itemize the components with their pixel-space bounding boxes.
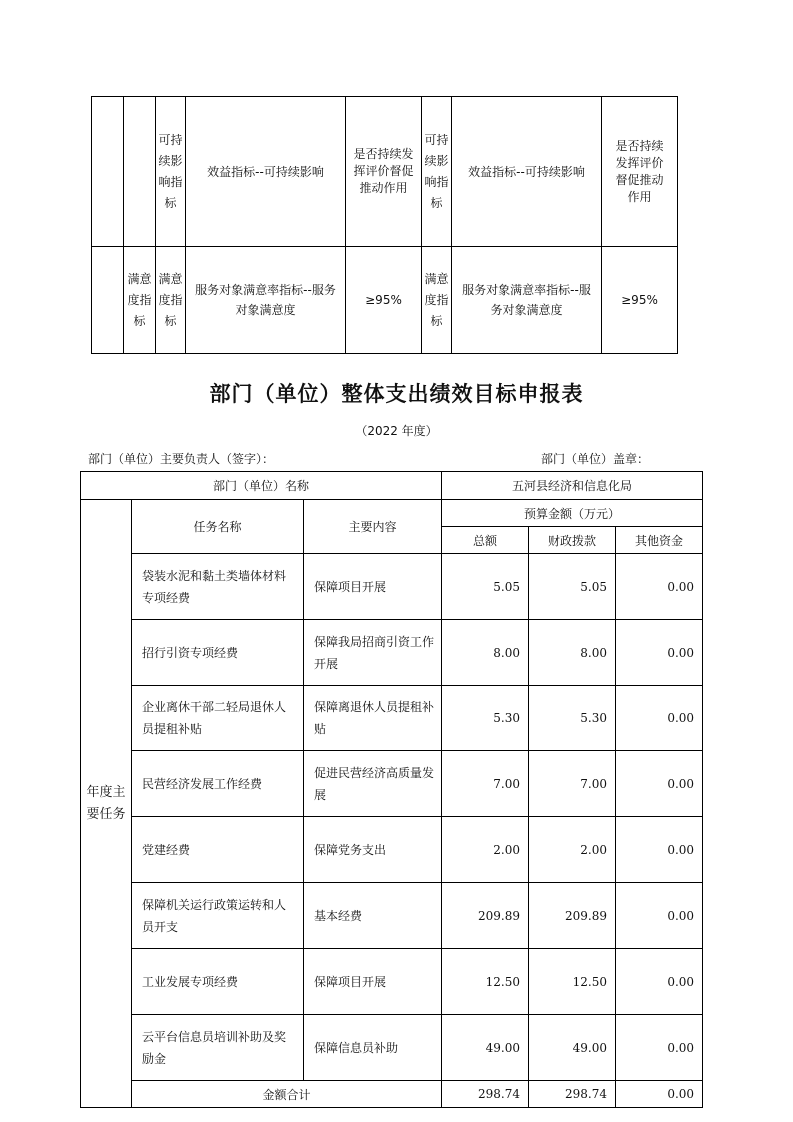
metric-cell-right: 效益指标--可持续影响 — [452, 97, 602, 247]
sum-total: 298.74 — [442, 1081, 529, 1108]
other-cell: 0.00 — [616, 817, 703, 883]
fiscal-cell: 2.00 — [529, 817, 616, 883]
table-row — [81, 751, 703, 817]
total-cell: 12.50 — [442, 949, 529, 1015]
table-row — [81, 949, 703, 1015]
task-name-cell: 党建经费 — [132, 817, 304, 883]
sum-fiscal: 298.74 — [529, 1081, 616, 1108]
year-label: （2022 年度） — [355, 424, 438, 438]
target-cell-right: 是否持续发挥评价督促推动作用 — [602, 97, 678, 247]
sum-label: 金额合计 — [132, 1081, 442, 1108]
other-cell: 0.00 — [616, 686, 703, 751]
level2-cell-right: 可持续影响指标 — [422, 97, 452, 247]
table-row — [81, 817, 703, 883]
table-row — [81, 554, 703, 620]
task-name-cell: 袋装水泥和黏土类墙体材料专项经费 — [132, 554, 304, 620]
task-name-cell: 保障机关运行政策运转和人员开支 — [132, 883, 304, 949]
task-content-cell: 保障党务支出 — [304, 817, 442, 883]
total-cell: 2.00 — [442, 817, 529, 883]
task-content-cell: 保障项目开展 — [304, 949, 442, 1015]
target-cell-left: 是否持续发挥评价督促推动作用 — [346, 97, 422, 247]
fiscal-cell: 12.50 — [529, 949, 616, 1015]
fiscal-cell: 7.00 — [529, 751, 616, 817]
task-name-cell: 民营经济发展工作经费 — [132, 751, 304, 817]
target-cell-left-2: ≥95% — [346, 247, 422, 354]
dept-name: 五河县经济和信息化局 — [442, 472, 703, 500]
dept-label: 部门（单位）名称 — [81, 472, 442, 500]
header-row-1 — [81, 500, 703, 527]
task-name-cell: 招行引资专项经费 — [132, 620, 304, 686]
total-cell: 8.00 — [442, 620, 529, 686]
other-cell: 0.00 — [616, 554, 703, 620]
header-budget: 预算金额（万元） — [442, 500, 703, 527]
task-name-cell: 云平台信息员培训补助及奖励金 — [132, 1015, 304, 1081]
level1b-cell-empty — [124, 97, 156, 247]
header-total: 总额 — [442, 527, 529, 554]
seal-label: 部门（单位）盖章： — [541, 452, 650, 466]
section-label: 年度主要任务 — [81, 500, 132, 1108]
level1-cell: 满意度指标 — [124, 247, 156, 354]
header-task-name: 任务名称 — [132, 500, 304, 554]
other-cell: 0.00 — [616, 949, 703, 1015]
table-row — [81, 1015, 703, 1081]
table-row — [81, 883, 703, 949]
level1-cell-empty-2 — [92, 247, 124, 354]
dept-row — [81, 472, 703, 500]
metric-cell-left-2: 服务对象满意率指标--服务对象满意度 — [186, 247, 346, 354]
metric-cell-right-2: 服务对象满意率指标--服务对象满意度 — [452, 247, 602, 354]
page-title: 部门（单位）整体支出绩效目标申报表 — [209, 382, 584, 406]
total-cell: 7.00 — [442, 751, 529, 817]
fiscal-cell: 8.00 — [529, 620, 616, 686]
total-cell: 209.89 — [442, 883, 529, 949]
other-cell: 0.00 — [616, 620, 703, 686]
table-row — [81, 620, 703, 686]
table-row — [81, 686, 703, 751]
task-content-cell: 保障信息员补助 — [304, 1015, 442, 1081]
level2-cell-2: 满意度指标 — [156, 247, 186, 354]
indicator-row-sustainability — [92, 97, 678, 247]
header-other: 其他资金 — [616, 527, 703, 554]
task-name-cell: 工业发展专项经费 — [132, 949, 304, 1015]
sum-row — [81, 1081, 703, 1108]
target-cell-right-2: ≥95% — [602, 247, 678, 354]
sum-other: 0.00 — [616, 1081, 703, 1108]
total-cell: 5.05 — [442, 554, 529, 620]
other-cell: 0.00 — [616, 883, 703, 949]
fiscal-cell: 49.00 — [529, 1015, 616, 1081]
fiscal-cell: 5.05 — [529, 554, 616, 620]
level2-cell: 可持续影响指标 — [156, 97, 186, 247]
total-cell: 5.30 — [442, 686, 529, 751]
task-content-cell: 基本经费 — [304, 883, 442, 949]
level2-cell-right-2: 满意度指标 — [422, 247, 452, 354]
task-content-cell: 保障我局招商引资工作开展 — [304, 620, 442, 686]
task-content-cell: 保障项目开展 — [304, 554, 442, 620]
task-content-cell: 促进民营经济高质量发展 — [304, 751, 442, 817]
signature-label: 部门（单位）主要负责人（签字）： — [88, 452, 275, 466]
fiscal-cell: 209.89 — [529, 883, 616, 949]
budget-table — [80, 471, 703, 1108]
header-fiscal: 财政拨款 — [529, 527, 616, 554]
task-name-cell: 企业离休干部二轻局退休人员提租补贴 — [132, 686, 304, 751]
indicator-row-satisfaction — [92, 247, 678, 354]
level1-cell-empty — [92, 97, 124, 247]
metric-cell-left: 效益指标--可持续影响 — [186, 97, 346, 247]
other-cell: 0.00 — [616, 1015, 703, 1081]
task-content-cell: 保障离退休人员提租补贴 — [304, 686, 442, 751]
indicator-table — [91, 96, 678, 354]
fiscal-cell: 5.30 — [529, 686, 616, 751]
total-cell: 49.00 — [442, 1015, 529, 1081]
other-cell: 0.00 — [616, 751, 703, 817]
header-main-content: 主要内容 — [304, 500, 442, 554]
